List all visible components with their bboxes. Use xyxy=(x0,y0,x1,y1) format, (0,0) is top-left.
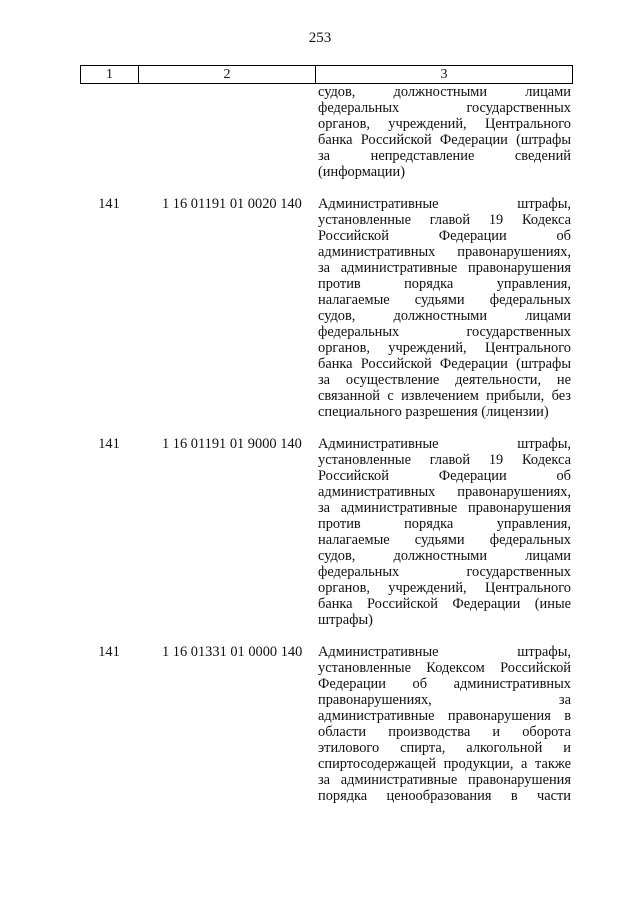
description-line: специального разрешения (лицензии) xyxy=(318,404,549,420)
row-budget-code xyxy=(138,84,315,180)
description-line: области производства и оборота xyxy=(318,724,571,740)
description-line: установленные главой 19 Кодекса xyxy=(318,452,571,468)
description-line: за осуществление деятельности, не xyxy=(318,372,571,388)
row-budget-code: 1 16 01331 01 0000 140 xyxy=(162,644,303,660)
page-number: 253 xyxy=(308,30,332,46)
description-line: органов, учреждений, Центрального xyxy=(318,116,571,132)
row-spacer xyxy=(80,628,573,644)
table-row xyxy=(80,196,573,420)
row-admin-code: 141 xyxy=(98,196,120,212)
description-line: этилового спирта, алкогольной и xyxy=(318,740,571,756)
description-line: (информации) xyxy=(318,164,405,180)
description-line: федеральных государственных xyxy=(318,100,571,116)
description-line: за административные правонарушения xyxy=(318,260,571,276)
description-line: Российской Федерации об xyxy=(318,468,571,484)
description-line: федеральных государственных xyxy=(318,324,571,340)
description-line: штрафы) xyxy=(318,612,373,628)
description-line: судов, должностными лицами xyxy=(318,548,571,564)
description-line: судов, должностными лицами xyxy=(318,84,571,100)
description-line: судов, должностными лицами xyxy=(318,308,571,324)
row-admin-code: 141 xyxy=(98,644,120,660)
description-line: спиртосодержащей продукции, а также xyxy=(318,756,571,772)
description-line: банка Российской Федерации (штрафы xyxy=(318,132,571,148)
description-line: за административные правонарушения xyxy=(318,500,571,516)
row-description xyxy=(315,84,573,180)
description-line: Административные штрафы, xyxy=(318,436,571,452)
description-line: за административные правонарушения xyxy=(318,772,571,788)
table-row xyxy=(80,84,573,180)
row-spacer xyxy=(80,180,573,196)
description-line: банка Российской Федерации (штрафы xyxy=(318,356,571,372)
description-line: Административные штрафы, xyxy=(318,196,571,212)
description-line: правонарушениях, за xyxy=(318,692,571,708)
description-line: налагаемые судьями федеральных xyxy=(318,532,571,548)
description-line: установленные Кодексом Российской xyxy=(318,660,571,676)
description-line: против порядка управления, xyxy=(318,276,571,292)
description-line: связанной с извлечением прибыли, без xyxy=(318,388,571,404)
description-line: против порядка управления, xyxy=(318,516,571,532)
row-description xyxy=(315,436,573,628)
description-line: Российской Федерации об xyxy=(318,228,571,244)
description-line: за непредставление сведений xyxy=(318,148,571,164)
description-line: административных правонарушениях, xyxy=(318,484,571,500)
description-line: федеральных государственных xyxy=(318,564,571,580)
description-line: органов, учреждений, Центрального xyxy=(318,340,571,356)
table-body xyxy=(80,84,573,804)
description-line: административных правонарушениях, xyxy=(318,244,571,260)
description-line: административные правонарушения в xyxy=(318,708,571,724)
row-admin-code xyxy=(80,84,138,180)
description-line: Административные штрафы, xyxy=(318,644,571,660)
description-line: органов, учреждений, Центрального xyxy=(318,580,571,596)
row-spacer xyxy=(80,420,573,436)
row-description xyxy=(315,644,573,804)
header-col-2: 2 xyxy=(139,66,316,83)
description-line: налагаемые судьями федеральных xyxy=(318,292,571,308)
row-budget-code: 1 16 01191 01 9000 140 xyxy=(162,436,302,452)
row-budget-code: 1 16 01191 01 0020 140 xyxy=(162,196,302,212)
table-header-row xyxy=(80,65,573,84)
description-line: установленные главой 19 Кодекса xyxy=(318,212,571,228)
header-col-1: 1 xyxy=(81,66,139,83)
table-row xyxy=(80,644,573,804)
table-row xyxy=(80,436,573,628)
header-col-3: 3 xyxy=(440,66,448,82)
description-line: порядка ценообразования в части xyxy=(318,788,571,804)
row-description xyxy=(315,196,573,420)
description-line: Федерации об административных xyxy=(318,676,571,692)
description-line: банка Российской Федерации (иные xyxy=(318,596,571,612)
row-admin-code: 141 xyxy=(98,436,120,452)
